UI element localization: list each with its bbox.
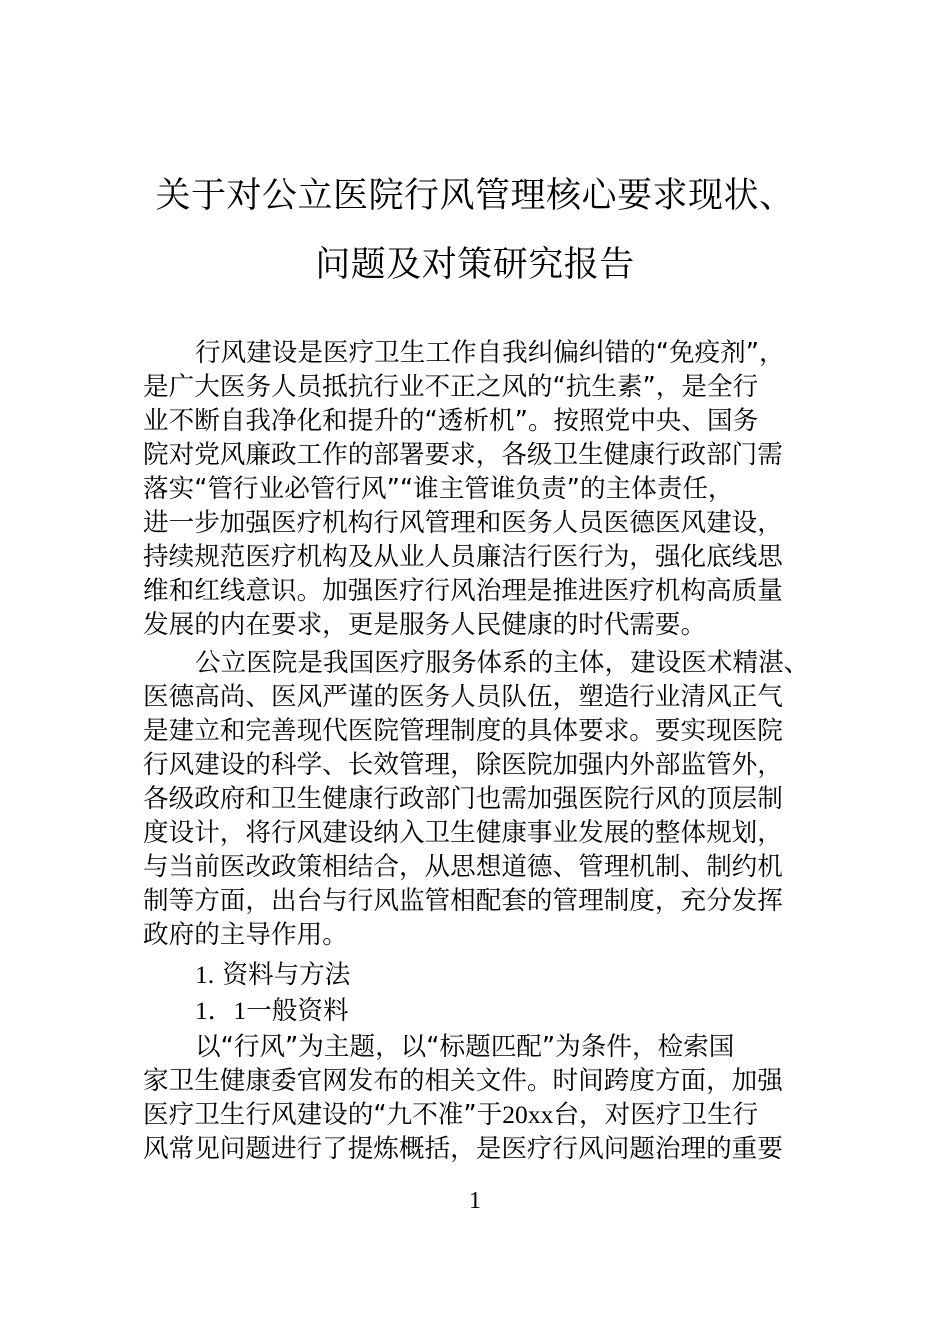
paragraph-3-text: 台，对医疗卫生行 bbox=[553, 1100, 759, 1130]
paragraph-2-line: 各级政府和卫生健康行政部门也需加强医院行风的顶层制 bbox=[143, 784, 783, 814]
paragraph-3-line: 以“行风”为主题，以“标题匹配”为条件，检索国 bbox=[195, 1032, 735, 1062]
document-title-line-1: 关于对公立医院行风管理核心要求现状、 bbox=[155, 176, 795, 216]
section-heading-1-1-text: 一般资料 bbox=[246, 996, 349, 1026]
paragraph-3-line bbox=[143, 1098, 758, 1132]
section-heading-1-number: 1. bbox=[195, 960, 215, 989]
section-heading-1-text: 资料与方法 bbox=[222, 960, 351, 990]
paragraph-2-line: 公立医院是我国医疗服务体系的主体，建设医术精湛、 bbox=[195, 648, 810, 678]
paragraph-1-line: 行风建设是医疗卫生工作自我纠偏纠错的“免疫剂”， bbox=[195, 338, 785, 368]
paragraph-1-line: 进一步加强医疗机构行风管理和医务人员医德医风建设， bbox=[143, 508, 783, 538]
paragraph-1-line: 是广大医务人员抵抗行业不正之风的“抗生素”，是全行 bbox=[143, 372, 759, 402]
paragraph-3-year: 20xx bbox=[502, 1100, 554, 1129]
paragraph-3-line: 风常见问题进行了提炼概括，是医疗行风问题治理的重要 bbox=[143, 1134, 783, 1164]
page-number: 1 bbox=[469, 1188, 481, 1214]
paragraph-1-line: 业不断自我净化和提升的“透析机”。按照党中央、国务 bbox=[143, 406, 759, 436]
paragraph-1-line: 院对党风廉政工作的部署要求，各级卫生健康行政部门需 bbox=[143, 440, 783, 470]
paragraph-3-text: 医疗卫生行风建设的“九不准”于 bbox=[143, 1100, 503, 1130]
paragraph-2-line: 度设计，将行风建设纳入卫生健康事业发展的整体规划， bbox=[143, 818, 783, 848]
paragraph-2-line: 制等方面，出台与行风监管相配套的管理制度，充分发挥 bbox=[143, 886, 783, 916]
section-heading-1-1-number: 1．1 bbox=[195, 996, 247, 1025]
paragraph-1-line: 维和红线意识。加强医疗行风治理是推进医疗机构高质量 bbox=[143, 576, 783, 606]
section-heading-1 bbox=[195, 958, 350, 992]
paragraph-1-line: 落实“管行业必管行风”“谁主管谁负责”的主体责任， bbox=[143, 474, 734, 504]
paragraph-2-line: 与当前医改政策相结合，从思想道德、管理机制、制约机 bbox=[143, 852, 783, 882]
paragraph-3-line: 家卫生健康委官网发布的相关文件。时间跨度方面，加强 bbox=[143, 1066, 783, 1096]
paragraph-2-line: 是建立和完善现代医院管理制度的具体要求。要实现医院 bbox=[143, 716, 783, 746]
paragraph-1-line: 持续规范医疗机构及从业人员廉洁行医行为，强化底线思 bbox=[143, 542, 783, 572]
paragraph-2-line: 行风建设的科学、长效管理，除医院加强内外部监管外， bbox=[143, 750, 783, 780]
paragraph-2-line: 政府的主导作用。 bbox=[143, 920, 348, 950]
paragraph-1-line: 发展的内在要求，更是服务人民健康的时代需要。 bbox=[143, 610, 707, 640]
section-heading-1-1 bbox=[195, 994, 349, 1028]
document-title-line-2: 问题及对策研究报告 bbox=[315, 245, 635, 285]
paragraph-2-line: 医德高尚、医风严谨的医务人员队伍，塑造行业清风正气 bbox=[143, 682, 783, 712]
